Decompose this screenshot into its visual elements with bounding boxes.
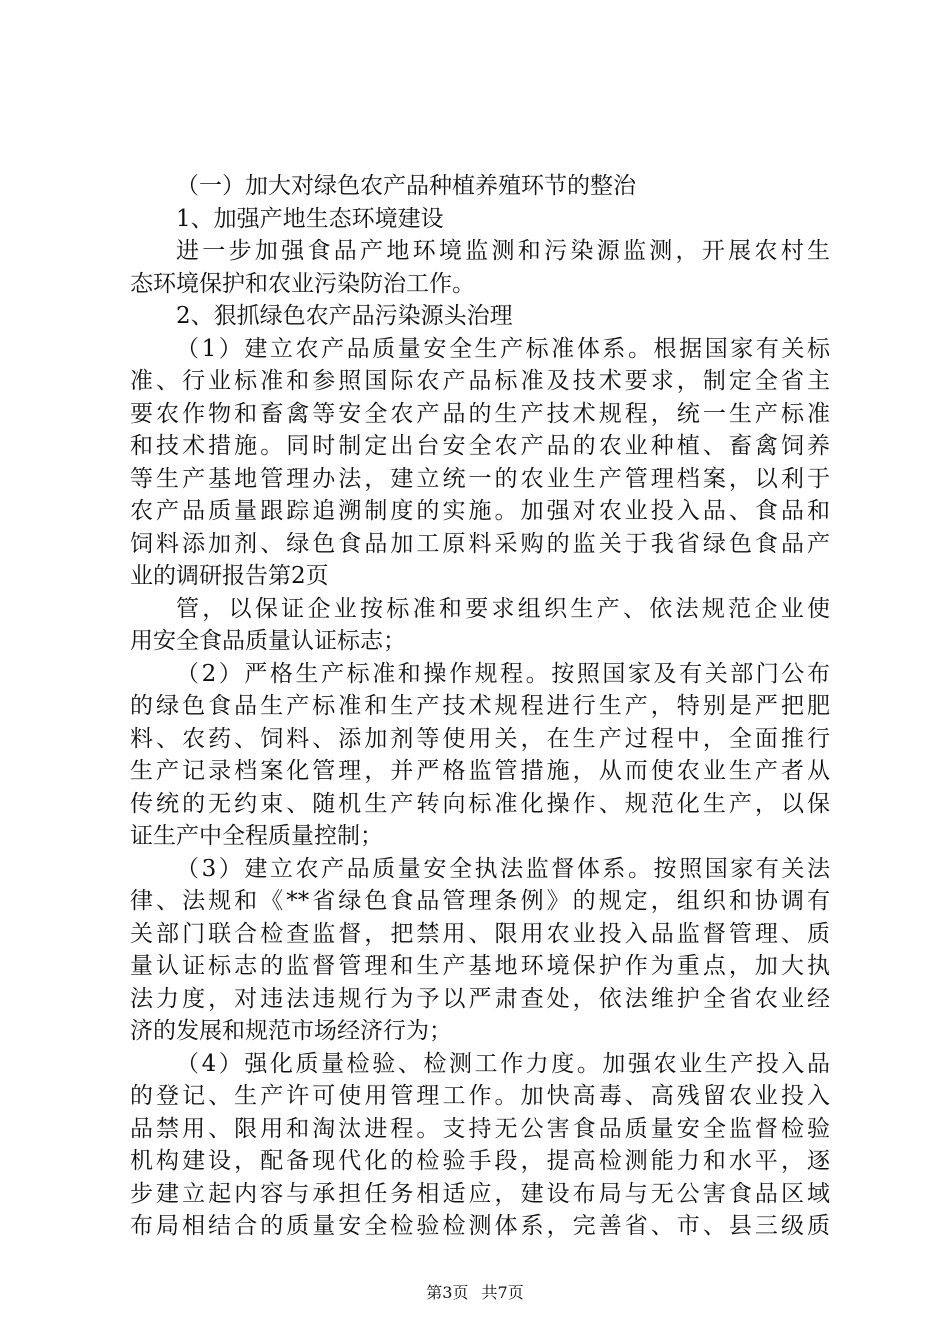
text-line: 饲料添加剂、绿色食品加工原料采购的监关于我省绿色食品产 <box>130 530 830 557</box>
text-line: 1、加强产地生态环境建设 <box>176 205 444 232</box>
text-line: 2、狠抓绿色农产品污染源头治理 <box>176 303 513 329</box>
text-line: （一）加大对绿色农产品种植养殖环节的整治 <box>176 173 636 199</box>
text-line: 济的发展和规范市场经济行为； <box>130 1018 452 1044</box>
text-line: 管，以保证企业按标准和要求组织生产、依法规范企业使 <box>176 595 830 622</box>
text-line: 传统的无约束、随机生产转向标准化操作、规范化生产，以保 <box>130 790 830 817</box>
text-line: 的登记、生产许可使用管理工作。加快高毒、高残留农业投入 <box>130 1083 830 1109</box>
text-line: 生产记录档案化管理，并严格监管措施，从而使农业生产者从 <box>130 758 830 784</box>
text-line: （1）建立农产品质量安全生产标准体系。根据国家有关标 <box>176 335 830 362</box>
page-number: 第3页 <box>426 1283 469 1302</box>
text-line: 法力度，对违法违规行为予以严肃查处，依法维护全省农业经 <box>130 985 830 1012</box>
text-line: 农产品质量跟踪追溯制度的实施。加强对农业投入品、食品和 <box>130 498 830 524</box>
text-line: 进一步加强食品产地环境监测和污染源监测，开展农村生 <box>176 238 830 264</box>
text-line: 步建立起内容与承担任务相适应，建设布局与无公害食品区域 <box>130 1180 830 1207</box>
text-line: 品禁用、限用和淘汰进程。支持无公害食品质量安全监督检验 <box>130 1115 830 1142</box>
text-line: 布局相结合的质量安全检验检测体系，完善省、市、县三级质 <box>130 1213 830 1239</box>
text-line: 的绿色食品生产标准和生产技术规程进行生产，特别是严把肥 <box>130 693 830 719</box>
page-footer <box>0 1282 950 1304</box>
text-line: 用安全食品质量认证标志； <box>130 628 406 654</box>
page-total: 共7页 <box>481 1283 524 1302</box>
text-line: （2）严格生产标准和操作规程。按照国家及有关部门公布 <box>176 660 830 687</box>
text-line: 关部门联合检查监督，把禁用、限用农业投入品监督管理、质 <box>130 920 830 947</box>
text-line: 证生产中全程质量控制； <box>130 823 383 849</box>
text-line: （3）建立农产品质量安全执法监督体系。按照国家有关法 <box>176 855 830 882</box>
text-line: 和技术措施。同时制定出台安全农产品的农业种植、畜禽饲养 <box>130 433 830 459</box>
text-line: 料、农药、饲料、添加剂等使用关，在生产过程中，全面推行 <box>130 725 830 752</box>
text-line: 业的调研报告第2页 <box>130 563 329 589</box>
text-line: 要农作物和畜禽等安全农产品的生产技术规程，统一生产标准 <box>130 400 830 427</box>
text-line: 准、行业标准和参照国际农产品标准及技术要求，制定全省主 <box>130 368 830 394</box>
document-body <box>130 170 830 1243</box>
text-line: 律、法规和《**省绿色食品管理条例》的规定，组织和协调有 <box>130 888 830 914</box>
text-line: 态环境保护和农业污染防治工作。 <box>130 270 475 297</box>
text-line: （4）强化质量检验、检测工作力度。加强农业生产投入品 <box>176 1050 830 1077</box>
text-line: 量认证标志的监督管理和生产基地环境保护作为重点，加大执 <box>130 953 830 979</box>
text-line: 机构建设，配备现代化的检验手段，提高检测能力和水平，逐 <box>130 1148 830 1174</box>
text-line: 等生产基地管理办法，建立统一的农业生产管理档案，以利于 <box>130 465 830 492</box>
